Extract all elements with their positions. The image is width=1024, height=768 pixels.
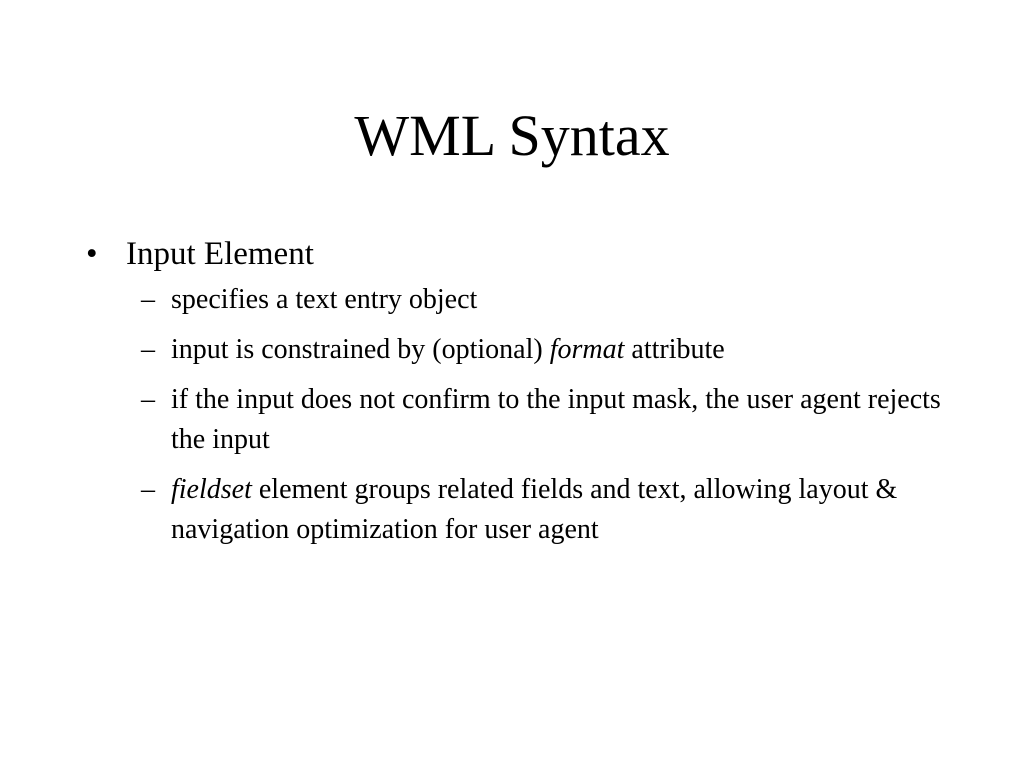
sub-item-fieldset <box>126 470 966 550</box>
dash-marker: – <box>141 334 155 365</box>
sub-item-text-after: element groups related fields and text, allowing layout & navigation optimization for user agent <box>171 474 898 545</box>
sub-item-text: specifies a text entry object <box>171 284 478 315</box>
sub-item-text-entry <box>126 280 966 320</box>
bullet-text: Input Element <box>126 236 314 272</box>
sub-item-text: if the input does not confirm to the input mask, the user agent rejects the input <box>171 384 941 455</box>
sub-bullet-list <box>126 280 966 550</box>
slide-title: WML Syntax <box>354 103 670 168</box>
bullet-list <box>86 232 966 560</box>
dash-marker: – <box>141 284 155 315</box>
bullet-item-input-element <box>86 232 966 550</box>
sub-item-text-before: input is constrained by (optional) <box>171 334 550 365</box>
bullet-marker: • <box>86 236 98 272</box>
format-keyword: format <box>549 334 625 365</box>
sub-item-input-mask <box>126 380 966 460</box>
fieldset-keyword: fieldset <box>171 474 252 505</box>
dash-marker: – <box>141 474 155 505</box>
sub-item-format-attribute <box>126 330 966 370</box>
dash-marker: – <box>141 384 155 415</box>
sub-item-text-after: attribute <box>624 334 725 365</box>
